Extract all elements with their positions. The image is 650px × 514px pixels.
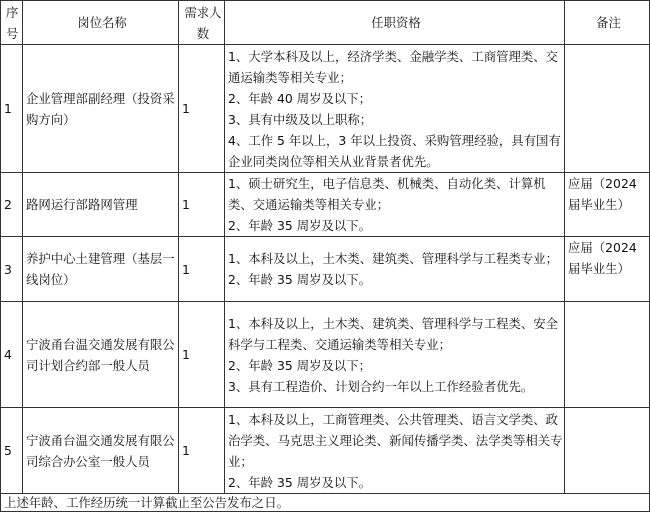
row-position: 宁波甬台温交通发展有限公司计划合约部一般人员 (23, 302, 179, 408)
row-requirements (225, 302, 565, 408)
row-seq: 5 (1, 408, 23, 494)
table-header-row (1, 1, 650, 45)
row-notes (565, 302, 650, 408)
requirement-line: 2、年龄 35 周岁及以下。 (228, 474, 372, 490)
row-count: 1 (179, 237, 225, 302)
row-requirements (225, 237, 565, 302)
requirement-line: 3、具有中级及以上职称； (228, 111, 373, 127)
row-requirements (225, 173, 565, 237)
row-count: 1 (179, 173, 225, 237)
row-notes (565, 408, 650, 494)
header-count: 需求人数 (179, 1, 225, 45)
row-seq: 1 (1, 45, 23, 173)
row-count: 1 (179, 408, 225, 494)
row-requirements (225, 45, 565, 173)
row-position: 养护中心土建管理（基层一线岗位） (23, 237, 179, 302)
requirement-line: 1、硕士研究生，电子信息类、机械类、自动化类、计算机类、交通运输类等相关专业； (228, 176, 546, 212)
footnote-row (1, 494, 650, 512)
row-notes (565, 45, 650, 173)
requirement-line: 2、年龄 35 周岁及以下。 (228, 272, 372, 287)
footnote: 上述年龄、工作经历统一计算截止至公告发布之日。 (1, 494, 650, 512)
table-row (1, 237, 650, 302)
requirement-line: 1、本科及以上，土木类、建筑类、管理科学与工程类专业； (228, 251, 559, 266)
row-position: 企业管理部副经理（投资采购方向） (23, 45, 179, 173)
table-row (1, 408, 650, 494)
row-seq: 3 (1, 237, 23, 302)
row-requirements (225, 408, 565, 494)
row-position: 宁波甬台温交通发展有限公司综合办公室一般人员 (23, 408, 179, 494)
header-notes: 备注 (565, 1, 650, 45)
requirement-line: 2、年龄 40 周岁及以下； (228, 90, 372, 106)
requirement-line: 4、工作 5 年以上，3 年以上投资、采购管理经验，具有国有企业同类岗位等相关从业背景者优先。 (228, 132, 561, 169)
header-seq: 序号 (1, 1, 23, 45)
requirement-line: 2、年龄 35 周岁及以下； (228, 357, 372, 373)
row-notes: 应届（2024 届毕业生） (565, 173, 650, 237)
table-row (1, 302, 650, 408)
requirement-line: 2、年龄 35 周岁及以下。 (228, 218, 372, 233)
row-position: 路网运行部路网管理 (23, 173, 179, 237)
row-notes: 应届（2024 届毕业生） (565, 237, 650, 302)
row-count: 1 (179, 45, 225, 173)
requirement-line: 3、具有工程造价、计划合约一年以上工作经验者优先。 (228, 378, 534, 394)
header-position: 岗位名称 (23, 1, 179, 45)
row-count: 1 (179, 302, 225, 408)
requirement-line: 1、大学本科及以上，经济学类、金融学类、工商管理类、交通运输类等相关专业； (228, 48, 559, 85)
row-seq: 4 (1, 302, 23, 408)
table-row (1, 45, 650, 173)
requirement-line: 1、本科及以上，土木类、建筑类、管理科学与工程类、安全科学与工程类、交通运输类等相关专业； (228, 315, 559, 352)
header-requirements: 任职资格 (225, 1, 565, 45)
requirement-line: 1、本科及以上，工商管理类、公共管理类、语言文学类、政治学类、马克思主义理论类、新闻传播学类、法学类等相关专业； (228, 411, 563, 469)
row-seq: 2 (1, 173, 23, 237)
table-row (1, 173, 650, 237)
